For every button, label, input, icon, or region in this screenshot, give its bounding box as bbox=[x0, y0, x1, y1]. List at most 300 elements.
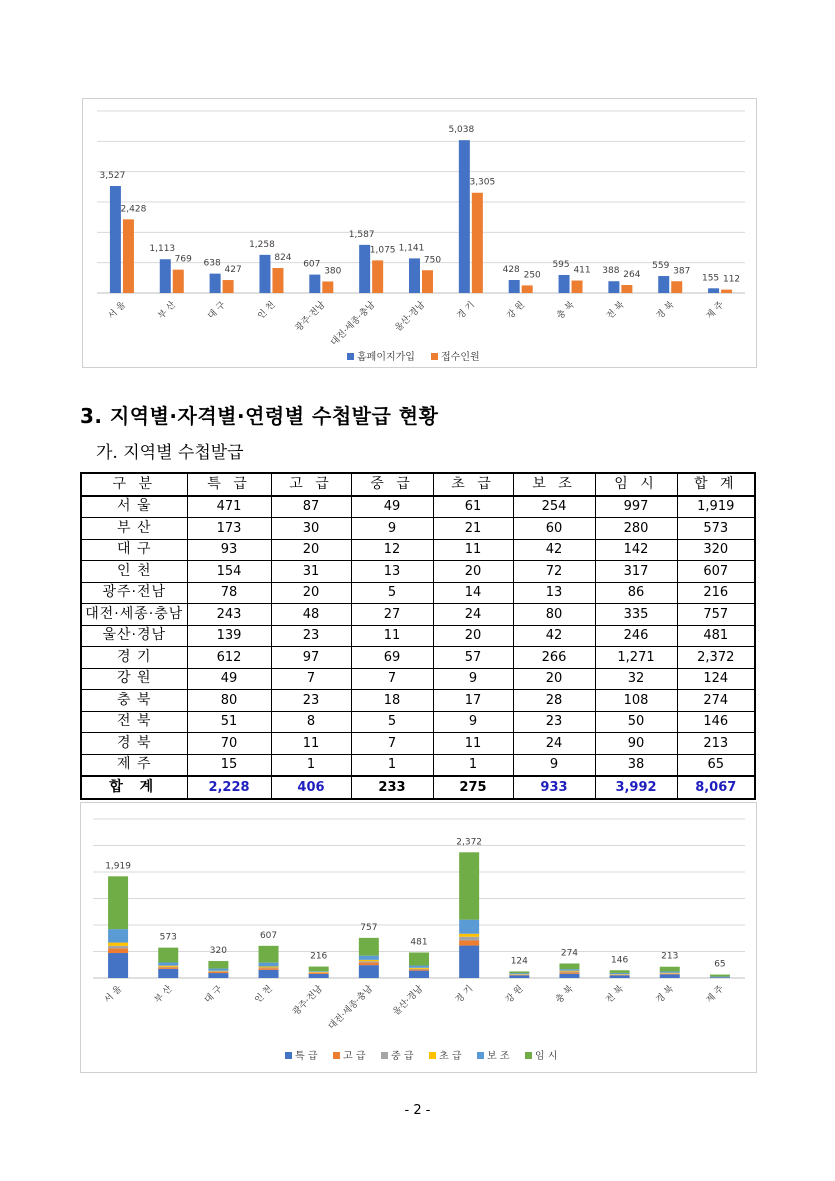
bar-segment bbox=[359, 956, 379, 960]
value-cell: 9 bbox=[351, 518, 433, 540]
data-label: 320 bbox=[209, 946, 227, 957]
bar bbox=[160, 259, 171, 293]
value-cell: 12 bbox=[351, 539, 433, 561]
value-cell: 80 bbox=[187, 690, 271, 712]
value-cell: 42 bbox=[513, 539, 595, 561]
bar-segment bbox=[108, 948, 128, 953]
table-row bbox=[81, 733, 755, 755]
data-label: 380 bbox=[324, 266, 342, 277]
x-tick-label: 강 원 bbox=[505, 300, 527, 322]
x-tick-label: 전 북 bbox=[604, 984, 626, 1006]
bar-segment bbox=[259, 966, 279, 967]
table-row bbox=[81, 711, 755, 733]
value-cell: 69 bbox=[351, 647, 433, 669]
data-label: 750 bbox=[423, 255, 442, 266]
page-number: - 2 - bbox=[404, 1103, 431, 1118]
value-cell: 97 bbox=[271, 647, 351, 669]
table-row bbox=[81, 561, 755, 583]
legend-swatch bbox=[429, 1052, 436, 1059]
x-tick-label: 대 구 bbox=[206, 300, 228, 322]
data-label: 607 bbox=[259, 930, 278, 941]
data-label: 1,919 bbox=[105, 861, 131, 872]
bar bbox=[223, 280, 234, 293]
bar-segment bbox=[559, 971, 579, 972]
value-cell: 20 bbox=[271, 539, 351, 561]
x-tick-label: 충 북 bbox=[554, 984, 576, 1006]
data-label: 638 bbox=[203, 258, 221, 269]
bar-segment bbox=[459, 934, 479, 937]
legend-swatch bbox=[381, 1052, 388, 1059]
value-cell: 57 bbox=[433, 647, 513, 669]
value-cell: 2,372 bbox=[677, 647, 755, 669]
table-row bbox=[81, 496, 755, 518]
value-cell: 23 bbox=[271, 625, 351, 647]
bar-segment bbox=[610, 970, 630, 973]
bar bbox=[110, 186, 121, 293]
value-cell: 93 bbox=[187, 539, 271, 561]
bar bbox=[272, 268, 283, 293]
data-label: 146 bbox=[611, 955, 629, 966]
total-value-cell: 2,228 bbox=[187, 776, 271, 799]
value-cell: 24 bbox=[433, 604, 513, 626]
data-label: 573 bbox=[159, 932, 177, 943]
legend-label: 접수인원 bbox=[441, 352, 480, 363]
value-cell: 5 bbox=[351, 582, 433, 604]
value-cell: 7 bbox=[351, 733, 433, 755]
bar-segment bbox=[409, 968, 429, 969]
x-tick-label: 경 기 bbox=[455, 300, 477, 322]
table-header-cell: 고 급 bbox=[271, 473, 351, 496]
table-header-cell: 임 시 bbox=[595, 473, 677, 496]
bar-segment bbox=[409, 969, 429, 970]
bar bbox=[309, 275, 320, 293]
region-cell: 울산·경남 bbox=[81, 625, 187, 647]
sub-heading: 가. 지역별 수첩발급 bbox=[96, 443, 244, 463]
region-cell: 대전·세종·충남 bbox=[81, 604, 187, 626]
data-label: 5,038 bbox=[448, 125, 475, 136]
x-tick-label: 인 천 bbox=[253, 984, 275, 1006]
value-cell: 38 bbox=[595, 754, 677, 776]
bar bbox=[459, 140, 470, 293]
x-tick-label: 경 북 bbox=[654, 984, 676, 1006]
legend-swatch bbox=[333, 1052, 340, 1059]
bar-segment bbox=[359, 965, 379, 978]
value-cell: 65 bbox=[677, 754, 755, 776]
table-header-cell: 중 급 bbox=[351, 473, 433, 496]
bar-segment bbox=[660, 974, 680, 975]
value-cell: 1 bbox=[271, 754, 351, 776]
bar bbox=[173, 270, 184, 293]
registration-chart-svg bbox=[83, 99, 756, 367]
bar-segment bbox=[259, 968, 279, 970]
value-cell: 86 bbox=[595, 582, 677, 604]
issuance-chart bbox=[80, 802, 757, 1073]
data-label: 155 bbox=[701, 273, 720, 284]
bar-segment bbox=[158, 969, 178, 978]
value-cell: 90 bbox=[595, 733, 677, 755]
value-cell: 17 bbox=[433, 690, 513, 712]
value-cell: 173 bbox=[187, 518, 271, 540]
value-cell: 30 bbox=[271, 518, 351, 540]
value-cell: 14 bbox=[433, 582, 513, 604]
data-label: 411 bbox=[573, 265, 591, 276]
value-cell: 60 bbox=[513, 518, 595, 540]
table-header-cell: 구 분 bbox=[81, 473, 187, 496]
bar-segment bbox=[559, 972, 579, 973]
bar-segment bbox=[309, 971, 329, 972]
bar-segment bbox=[359, 938, 379, 956]
value-cell: 1 bbox=[351, 754, 433, 776]
data-label: 274 bbox=[560, 948, 579, 959]
value-cell: 1,271 bbox=[595, 647, 677, 669]
registration-chart bbox=[82, 98, 757, 368]
data-label: 1,075 bbox=[369, 245, 396, 256]
region-cell: 전 북 bbox=[81, 711, 187, 733]
bar bbox=[658, 276, 669, 293]
value-cell: 32 bbox=[595, 668, 677, 690]
data-label: 481 bbox=[410, 937, 428, 948]
legend-swatch bbox=[431, 353, 438, 360]
data-label: 264 bbox=[623, 269, 641, 280]
value-cell: 142 bbox=[595, 539, 677, 561]
bar bbox=[572, 281, 583, 293]
x-tick-label: 제 주 bbox=[704, 984, 727, 1006]
value-cell: 20 bbox=[433, 561, 513, 583]
bar-segment bbox=[710, 975, 730, 977]
bar-segment bbox=[509, 971, 529, 973]
x-tick-label: 광주·전남 bbox=[291, 984, 325, 1018]
data-label: 250 bbox=[523, 270, 541, 281]
legend-swatch bbox=[347, 353, 354, 360]
region-cell: 서 울 bbox=[81, 496, 187, 518]
table-row bbox=[81, 539, 755, 561]
legend-label: 중 급 bbox=[391, 1051, 414, 1062]
table-header-row bbox=[81, 473, 755, 496]
bar-segment bbox=[108, 929, 128, 942]
region-cell: 경 북 bbox=[81, 733, 187, 755]
bar-segment bbox=[409, 971, 429, 978]
value-cell: 1,919 bbox=[677, 496, 755, 518]
value-cell: 317 bbox=[595, 561, 677, 583]
region-cell: 경 기 bbox=[81, 647, 187, 669]
data-label: 216 bbox=[310, 951, 328, 962]
value-cell: 1 bbox=[433, 754, 513, 776]
bar-segment bbox=[660, 971, 680, 972]
value-cell: 481 bbox=[677, 625, 755, 647]
data-label: 757 bbox=[360, 922, 378, 933]
data-label: 3,527 bbox=[99, 171, 126, 182]
bar-segment bbox=[610, 975, 630, 978]
bar-segment bbox=[710, 977, 730, 978]
bar bbox=[409, 258, 420, 293]
table-row bbox=[81, 604, 755, 626]
bar-segment bbox=[459, 946, 479, 978]
bar-segment bbox=[559, 974, 579, 978]
value-cell: 21 bbox=[433, 518, 513, 540]
bar-segment bbox=[459, 937, 479, 941]
value-cell: 61 bbox=[433, 496, 513, 518]
bar-segment bbox=[309, 967, 329, 972]
value-cell: 139 bbox=[187, 625, 271, 647]
x-tick-label: 경 북 bbox=[654, 300, 677, 322]
value-cell: 42 bbox=[513, 625, 595, 647]
value-cell: 997 bbox=[595, 496, 677, 518]
value-cell: 146 bbox=[677, 711, 755, 733]
x-tick-label: 제 주 bbox=[704, 300, 727, 322]
bar bbox=[522, 285, 533, 293]
data-label: 1,141 bbox=[398, 243, 425, 254]
bar bbox=[509, 280, 520, 293]
bar bbox=[210, 274, 221, 293]
legend-swatch bbox=[525, 1052, 532, 1059]
table-header-cell: 합 계 bbox=[677, 473, 755, 496]
bar bbox=[422, 270, 433, 293]
value-cell: 335 bbox=[595, 604, 677, 626]
issuance-chart-svg bbox=[81, 803, 756, 1072]
bar-segment bbox=[359, 961, 379, 962]
x-tick-label: 울산·경남 bbox=[391, 984, 426, 1018]
bar-segment bbox=[459, 852, 479, 919]
value-cell: 607 bbox=[677, 561, 755, 583]
value-cell: 124 bbox=[677, 668, 755, 690]
table-total-row bbox=[81, 776, 755, 799]
value-cell: 573 bbox=[677, 518, 755, 540]
bar-segment bbox=[208, 961, 228, 969]
value-cell: 51 bbox=[187, 711, 271, 733]
value-cell: 216 bbox=[677, 582, 755, 604]
bar bbox=[559, 275, 570, 293]
bar-segment bbox=[409, 966, 429, 968]
legend-label: 고 급 bbox=[343, 1051, 366, 1062]
value-cell: 48 bbox=[271, 604, 351, 626]
value-cell: 31 bbox=[271, 561, 351, 583]
bar-segment bbox=[509, 975, 529, 978]
value-cell: 49 bbox=[351, 496, 433, 518]
value-cell: 15 bbox=[187, 754, 271, 776]
value-cell: 13 bbox=[513, 582, 595, 604]
bar-segment bbox=[660, 967, 680, 972]
data-label: 1,587 bbox=[348, 229, 375, 240]
bar-segment bbox=[208, 971, 228, 972]
bar bbox=[123, 219, 134, 293]
value-cell: 49 bbox=[187, 668, 271, 690]
x-tick-label: 울산·경남 bbox=[393, 300, 428, 334]
x-tick-label: 서 울 bbox=[106, 300, 129, 322]
x-tick-label: 부 산 bbox=[152, 984, 175, 1006]
table-row bbox=[81, 668, 755, 690]
bar-segment bbox=[108, 943, 128, 946]
data-label: 607 bbox=[303, 259, 321, 270]
legend-label: 임 시 bbox=[535, 1051, 558, 1062]
bar-segment bbox=[158, 967, 178, 969]
table-row bbox=[81, 518, 755, 540]
bar-segment bbox=[409, 969, 429, 970]
value-cell: 246 bbox=[595, 625, 677, 647]
legend-label: 특 급 bbox=[295, 1051, 318, 1062]
total-value-cell: 3,992 bbox=[595, 776, 677, 799]
bar-segment bbox=[158, 948, 178, 963]
data-label: 428 bbox=[502, 265, 520, 276]
value-cell: 23 bbox=[271, 690, 351, 712]
data-label: 213 bbox=[661, 951, 679, 962]
value-cell: 24 bbox=[513, 733, 595, 755]
bar bbox=[608, 281, 619, 293]
value-cell: 78 bbox=[187, 582, 271, 604]
value-cell: 108 bbox=[595, 690, 677, 712]
total-value-cell: 233 bbox=[351, 776, 433, 799]
value-cell: 11 bbox=[271, 733, 351, 755]
total-label-cell: 합 계 bbox=[81, 776, 187, 799]
total-value-cell: 933 bbox=[513, 776, 595, 799]
bar-segment bbox=[208, 971, 228, 972]
value-cell: 254 bbox=[513, 496, 595, 518]
table-row bbox=[81, 625, 755, 647]
table-row bbox=[81, 647, 755, 669]
data-label: 124 bbox=[510, 956, 528, 967]
bar-segment bbox=[108, 946, 128, 949]
bar-segment bbox=[259, 970, 279, 978]
table-row bbox=[81, 690, 755, 712]
bar-segment bbox=[309, 973, 329, 974]
value-cell: 20 bbox=[513, 668, 595, 690]
bar-segment bbox=[660, 973, 680, 974]
bar-segment bbox=[559, 969, 579, 970]
data-label: 427 bbox=[224, 265, 242, 276]
value-cell: 20 bbox=[271, 582, 351, 604]
data-label: 2,428 bbox=[120, 204, 147, 215]
value-cell: 9 bbox=[433, 711, 513, 733]
value-cell: 612 bbox=[187, 647, 271, 669]
total-value-cell: 275 bbox=[433, 776, 513, 799]
data-label: 388 bbox=[602, 266, 620, 277]
value-cell: 274 bbox=[677, 690, 755, 712]
bar bbox=[322, 281, 333, 293]
value-cell: 28 bbox=[513, 690, 595, 712]
bar bbox=[708, 288, 719, 293]
data-label: 65 bbox=[714, 959, 726, 970]
data-label: 2,372 bbox=[456, 837, 483, 848]
value-cell: 280 bbox=[595, 518, 677, 540]
value-cell: 213 bbox=[677, 733, 755, 755]
data-label: 112 bbox=[722, 274, 741, 285]
bar-segment bbox=[259, 946, 279, 963]
data-label: 1,113 bbox=[149, 244, 176, 255]
bar-segment bbox=[309, 972, 329, 973]
bar-segment bbox=[559, 973, 579, 974]
x-tick-label: 강 원 bbox=[504, 984, 526, 1006]
bar-segment bbox=[208, 973, 228, 978]
value-cell: 23 bbox=[513, 711, 595, 733]
value-cell: 5 bbox=[351, 711, 433, 733]
bar bbox=[621, 285, 632, 293]
x-tick-label: 인 천 bbox=[256, 300, 278, 322]
value-cell: 50 bbox=[595, 711, 677, 733]
bar-segment bbox=[208, 969, 228, 971]
legend-swatch bbox=[285, 1052, 292, 1059]
region-cell: 광주·전남 bbox=[81, 582, 187, 604]
table-header-cell: 보 조 bbox=[513, 473, 595, 496]
value-cell: 11 bbox=[433, 539, 513, 561]
region-cell: 강 원 bbox=[81, 668, 187, 690]
x-tick-label: 대전·세종·충남 bbox=[329, 300, 378, 349]
table-header-cell: 특 급 bbox=[187, 473, 271, 496]
x-tick-label: 광주·전남 bbox=[293, 300, 328, 334]
legend-label: 홈페이지가입 bbox=[357, 352, 415, 363]
value-cell: 266 bbox=[513, 647, 595, 669]
bar-segment bbox=[259, 963, 279, 967]
data-label: 3,305 bbox=[469, 177, 496, 188]
value-cell: 9 bbox=[433, 668, 513, 690]
bar bbox=[721, 290, 732, 293]
total-value-cell: 8,067 bbox=[677, 776, 755, 799]
table-row bbox=[81, 754, 755, 776]
region-cell: 충 북 bbox=[81, 690, 187, 712]
x-tick-label: 충 북 bbox=[555, 300, 577, 322]
value-cell: 11 bbox=[351, 625, 433, 647]
value-cell: 70 bbox=[187, 733, 271, 755]
x-tick-label: 대전·세종·충남 bbox=[326, 984, 375, 1033]
x-tick-label: 대 구 bbox=[203, 984, 225, 1006]
bar-segment bbox=[108, 953, 128, 978]
value-cell: 7 bbox=[271, 668, 351, 690]
value-cell: 243 bbox=[187, 604, 271, 626]
data-label: 595 bbox=[552, 259, 570, 270]
bar-segment bbox=[359, 963, 379, 966]
legend-label: 보 조 bbox=[487, 1051, 510, 1062]
value-cell: 154 bbox=[187, 561, 271, 583]
x-tick-label: 전 북 bbox=[605, 300, 627, 322]
value-cell: 7 bbox=[351, 668, 433, 690]
data-label: 1,258 bbox=[249, 239, 275, 250]
bar-segment bbox=[309, 974, 329, 978]
bar-segment bbox=[208, 972, 228, 973]
total-value-cell: 406 bbox=[271, 776, 351, 799]
bar bbox=[372, 260, 383, 293]
value-cell: 320 bbox=[677, 539, 755, 561]
bar-segment bbox=[158, 962, 178, 965]
value-cell: 11 bbox=[433, 733, 513, 755]
value-cell: 757 bbox=[677, 604, 755, 626]
bar-segment bbox=[158, 966, 178, 967]
section-heading: 3. 지역별·자격별·연령별 수첩발급 현황 bbox=[80, 404, 439, 428]
bar-segment bbox=[509, 973, 529, 974]
bar-segment bbox=[359, 960, 379, 961]
bar-segment bbox=[459, 940, 479, 945]
data-label: 769 bbox=[174, 254, 192, 265]
region-cell: 대 구 bbox=[81, 539, 187, 561]
bar bbox=[259, 255, 270, 293]
bar bbox=[671, 281, 682, 293]
legend-label: 초 급 bbox=[439, 1051, 462, 1062]
data-label: 387 bbox=[673, 266, 691, 277]
issuance-table bbox=[80, 472, 756, 800]
x-tick-label: 경 기 bbox=[453, 984, 476, 1006]
bar-segment bbox=[660, 974, 680, 978]
region-cell: 제 주 bbox=[81, 754, 187, 776]
bar-segment bbox=[259, 968, 279, 969]
value-cell: 18 bbox=[351, 690, 433, 712]
table-header-cell: 초 급 bbox=[433, 473, 513, 496]
x-tick-label: 서 울 bbox=[102, 984, 125, 1006]
value-cell: 20 bbox=[433, 625, 513, 647]
table-row bbox=[81, 582, 755, 604]
legend-swatch bbox=[477, 1052, 484, 1059]
data-label: 559 bbox=[652, 261, 670, 272]
value-cell: 72 bbox=[513, 561, 595, 583]
region-cell: 부 산 bbox=[81, 518, 187, 540]
x-tick-label: 부 산 bbox=[156, 300, 178, 322]
bar-segment bbox=[610, 973, 630, 974]
